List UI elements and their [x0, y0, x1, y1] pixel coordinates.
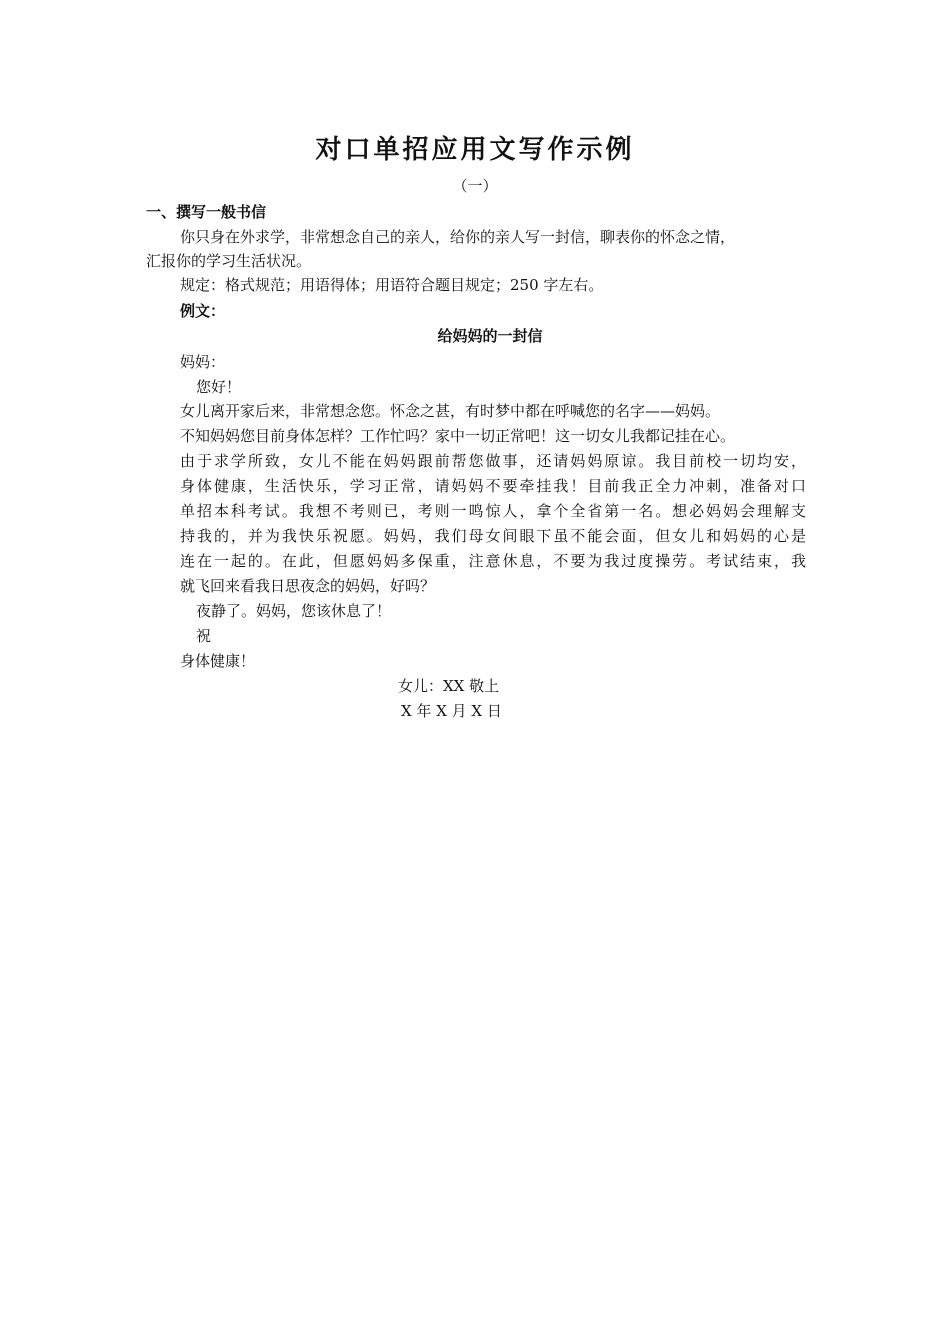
- letter-title: 给妈妈的一封信: [437, 327, 543, 345]
- letter-signature: 女儿：XX 敬上: [398, 677, 500, 695]
- letter-date: X 年 X 月 X 日: [401, 702, 502, 720]
- letter-body-line: 连在一起的。在此，但愿妈妈多保重，注意休息，不要为我过度操劳。考试结束，我: [180, 552, 806, 570]
- letter-closing-line: 夜静了。妈妈，您该休息了！: [196, 602, 392, 620]
- document-title: 对口单招应用文写作示例: [315, 135, 635, 165]
- letter-body-line: 单招本科考试。我想不考则已，考则一鸣惊人，拿个全省第一名。想必妈妈会理解支: [180, 502, 806, 520]
- example-label: 例文：: [180, 302, 226, 320]
- letter-body-line: 持我的，并为我快乐祝愿。妈妈，我们母女间眼下虽不能会面，但女儿和妈妈的心是: [180, 527, 806, 545]
- letter-body-line: 不知妈妈您目前身体怎样？工作忙吗？家中一切正常吧！这一切女儿我都记挂在心。: [180, 427, 736, 445]
- letter-greeting: 您好！: [196, 378, 242, 396]
- letter-body-line: 身体健康，生活快乐，学习正常，请妈妈不要牵挂我！目前我正全力冲刺，准备对口: [180, 477, 806, 495]
- letter-body-line: 就飞回来看我日思夜念的妈妈，好吗？: [180, 577, 436, 595]
- section-heading: 一、撰写一般书信: [146, 203, 267, 221]
- prompt-line-2: 汇报你的学习生活状况。: [146, 252, 312, 270]
- letter-wish-2: 身体健康！: [180, 652, 256, 670]
- prompt-line-1: 你只身在外求学，非常想念自己的亲人，给你的亲人写一封信，聊表你的怀念之情，: [180, 228, 736, 246]
- letter-body-line: 由于求学所致，女儿不能在妈妈跟前帮您做事，还请妈妈原谅。我目前校一切均安，: [180, 452, 806, 470]
- prompt-requirements: 规定：格式规范；用语得体；用语符合题目规定；250 字左右。: [180, 276, 604, 294]
- letter-salutation: 妈妈：: [180, 353, 226, 371]
- letter-body-line: 女儿离开家后来，非常想念您。怀念之甚，有时梦中都在呼喊您的名字——妈妈。: [180, 402, 721, 420]
- document-subtitle: （一）: [452, 177, 498, 195]
- letter-wish-1: 祝: [196, 627, 212, 645]
